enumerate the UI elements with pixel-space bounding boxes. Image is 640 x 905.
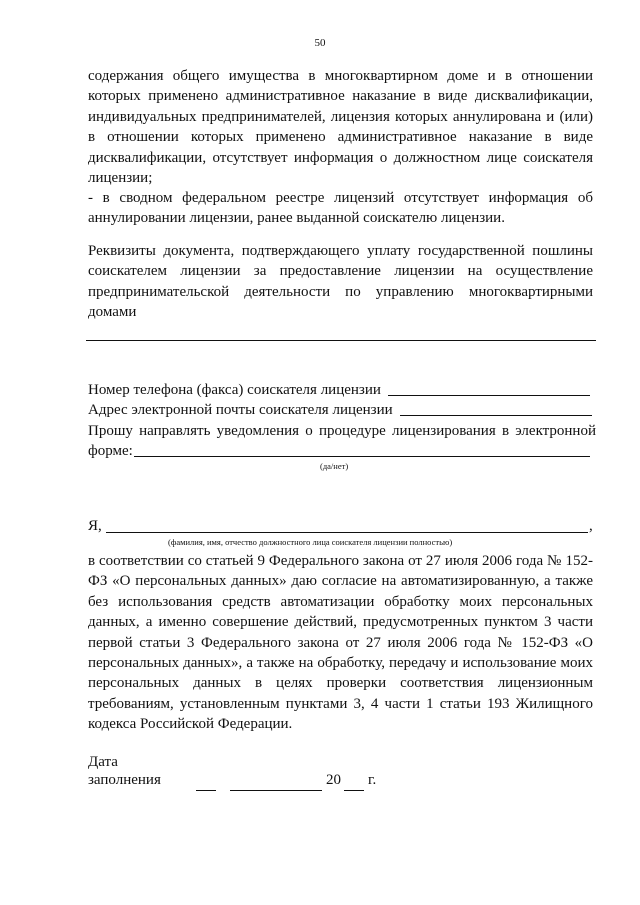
- phone-label: Номер телефона (факса) соискателя лицензии: [88, 382, 381, 398]
- email-field-line[interactable]: [400, 415, 592, 416]
- form-label: форме:: [88, 443, 133, 459]
- date-label-1: Дата: [88, 754, 118, 770]
- date-month-field[interactable]: [230, 790, 322, 791]
- email-label: Адрес электронной почты соискателя лицензии: [88, 402, 393, 418]
- date-day-field[interactable]: [196, 790, 216, 791]
- date-label-2: заполнения: [88, 772, 161, 788]
- registry-paragraph: - в сводном федеральном реестре лицензий отсутствует информация об аннулировании лицензии, ранее выданной соискателю лицензии.: [88, 190, 593, 227]
- consent-paragraph: в соответствии со статьей 9 Федерального закона от 27 июля 2006 года № 152-ФЗ «О персональных данных» даю согласие на автоматизированную, а также без использования средств автоматизации обработку моих персональных данных, а именно совершение действий, предусмотренных пунктом 3 части первой статьи 3 Федерального закона от 27 июля 2006 года № 152-ФЗ «О персональных данных», а также на обработку, передачу и использование моих персональных данных в целях проверки соответствия лицензионным требованиям, установленным пунктами 3, 4 части 1 статьи 193 Жилищного кодекса Российской Федерации.: [88, 553, 593, 733]
- phone-field-line[interactable]: [388, 395, 590, 396]
- year-prefix: 20: [326, 772, 341, 788]
- continuation-paragraph: содержания общего имущества в многоквартирном доме и в отношении которых применено административное наказание в виде дисквалификации, индивидуальных предпринимателей, лицензия которых аннулирована и (или) в отношении которых применено административное наказание в виде дисквалификации, отсутствует информация о должностном лице соискателя лицензии;: [88, 68, 593, 187]
- fio-hint: (фамилия, имя, отчество должностного лица соискателя лицензии полностью): [168, 537, 453, 547]
- fio-comma: ,: [589, 518, 593, 534]
- i-label: Я,: [88, 518, 102, 534]
- yes-no-hint: (да/нет): [320, 461, 349, 471]
- date-year-field[interactable]: [344, 790, 364, 791]
- year-suffix: г.: [368, 772, 377, 788]
- duty-requisites-paragraph: Реквизиты документа, подтверждающего уплату государственной пошлины соискателем лицензии за предоставление лицензии на осуществление предпринимательской деятельности по управлению многоквартирными домами: [88, 243, 593, 321]
- duty-requisites-field-line[interactable]: [86, 340, 596, 341]
- fio-field-line[interactable]: [106, 532, 588, 533]
- page-number: 50: [314, 37, 326, 49]
- form-field-line[interactable]: [134, 456, 590, 457]
- notify-label: Прошу направлять уведомления о процедуре лицензирования в электронной: [88, 423, 596, 439]
